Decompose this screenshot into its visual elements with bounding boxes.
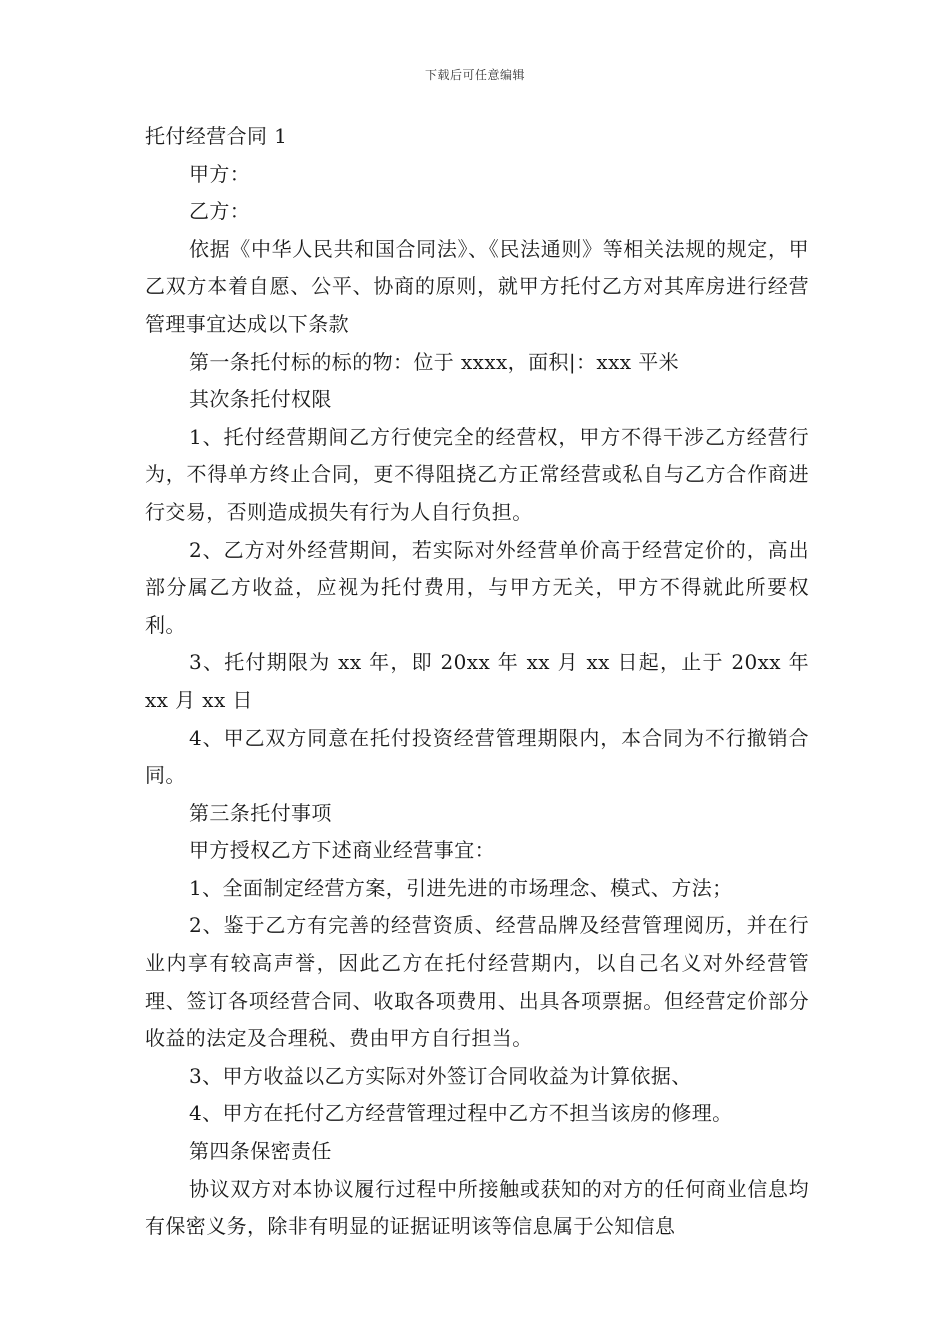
party-b-line: 乙方： [189, 199, 251, 224]
document-title: 托付经营合同 1 [145, 124, 288, 148]
article-three-item-1: 1、全面制定经营方案，引进先进的市场理念、模式、方法； [189, 875, 733, 900]
header-note: 下载后可任意编辑 [424, 68, 525, 82]
article-two-item-1: 1、托付经营期间乙方行使完全的经营权，甲方不得干涉乙方经营行为，不得单方终止合同，更不得阻挠乙方正常经营或私自与乙方合作商进行交易，否则造成损失有行为人自行负担。 [145, 424, 809, 524]
article-two-item-4: 4、甲乙双方同意在托付投资经营管理期限内，本合同为不行撤销合同。 [145, 725, 809, 788]
article-three-intro: 甲方授权乙方下述商业经营事宜： [189, 838, 495, 863]
contract-body [145, 118, 809, 1246]
article-two-item-3: 3、托付期限为 xx 年，即 20xx 年 xx 月 xx 日起，止于 20xx 年 xx 月 xx 日 [145, 650, 809, 712]
article-three-heading: 第三条托付事项 [189, 800, 332, 825]
article-three-item-4: 4、甲方在托付乙方经营管理过程中乙方不担当该房的修理。 [189, 1101, 733, 1126]
article-two-item-2: 2、乙方对外经营期间，若实际对外经营单价高于经营定价的，高出部分属乙方收益，应视为托付费用，与甲方无关，甲方不得就此所要权利。 [145, 537, 809, 637]
article-one: 第一条托付标的标的物：位于 xxxx，面积|：xxx 平米 [189, 349, 680, 374]
article-two-heading: 其次条托付权限 [189, 387, 332, 412]
party-a-line: 甲方： [189, 161, 251, 186]
preamble-paragraph: 依据《中华人民共和国合同法》、《民法通则》等相关法规的规定，甲乙双方本着自愿、公平、协商的原则，就甲方托付乙方对其库房进行经营管理事宜达成以下条款 [145, 236, 809, 336]
article-three-item-2: 2、鉴于乙方有完善的经营资质、经营品牌及经营管理阅历，并在行业内享有较高声誉，因此乙方在托付经营期内，以自己名义对外经营管理、签订各项经营合同、收取各项费用、出具各项票据。但经营定价部分收益的法定及合理税、费由甲方自行担当。 [145, 913, 809, 1051]
article-four-body: 协议双方对本协议履行过程中所接触或获知的对方的任何商业信息均有保密义务，除非有明显的证据证明该等信息属于公知信息 [145, 1176, 809, 1239]
article-three-item-3: 3、甲方收益以乙方实际对外签订合同收益为计算依据、 [189, 1063, 692, 1088]
article-four-heading: 第四条保密责任 [189, 1139, 332, 1164]
